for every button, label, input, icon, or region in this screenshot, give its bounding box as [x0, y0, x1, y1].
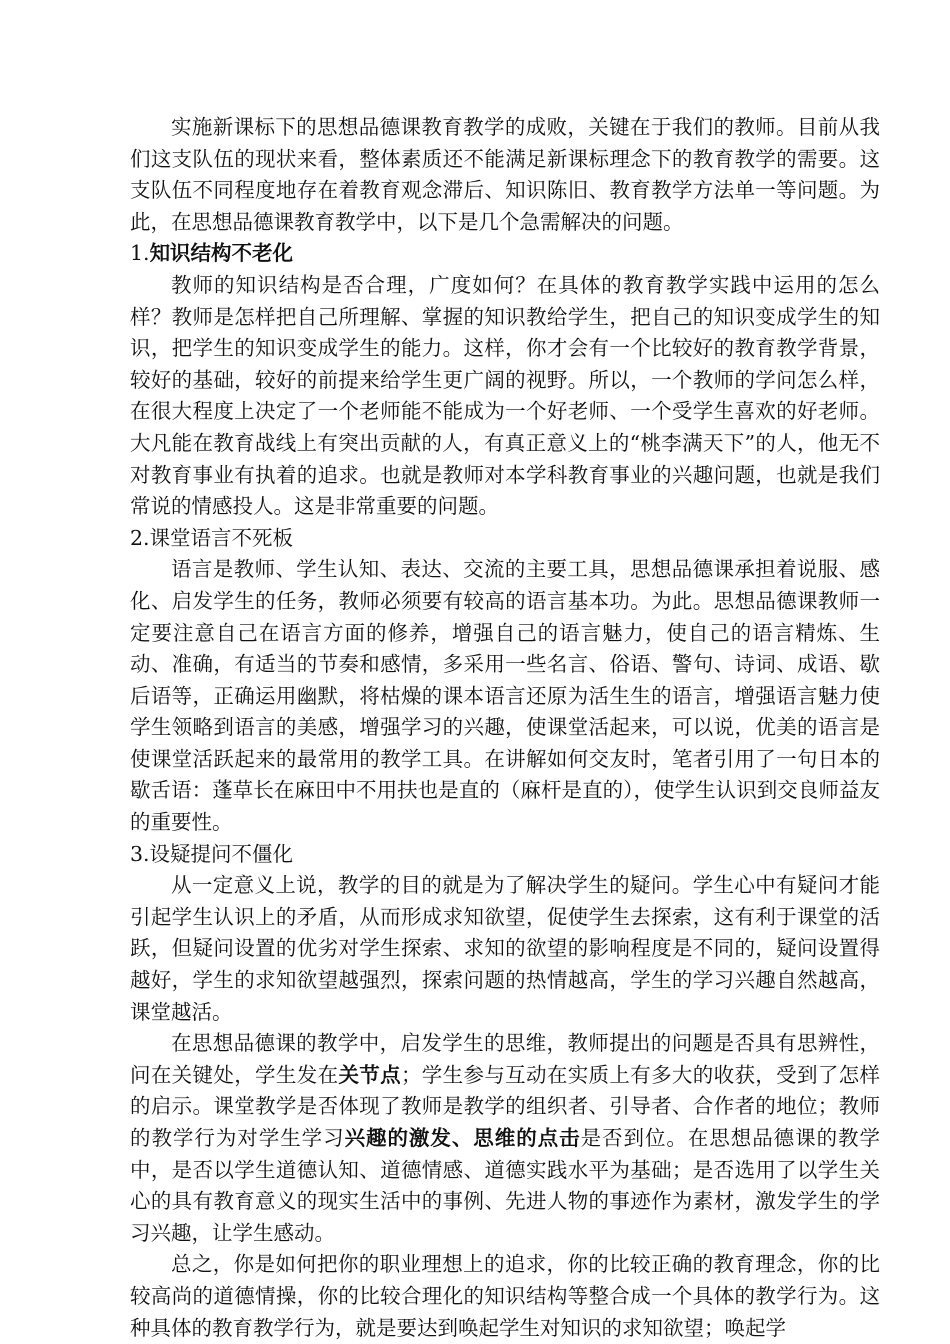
emphasized-text: 知识结构不老化: [149, 241, 294, 266]
paragraph-text: 2.课堂语言不死板: [130, 525, 294, 550]
paragraph-text: ；学生参与互动在实质上有多大的收获，受到了怎样的启示。课堂教学是否体现了教师是教学的组织者、引导者、合作者的地位；教师的教学行为对学生学习: [130, 1062, 881, 1150]
body-paragraph: [130, 554, 880, 838]
section-heading: [130, 523, 880, 555]
body-paragraph: [130, 870, 880, 1028]
emphasized-text: 兴趣的激发、思维的点击: [344, 1126, 581, 1150]
paragraph-text: 3.设疑提问不僵化: [130, 841, 294, 866]
paragraph-text: 在思想品德课的教学中，启发学生的思维，教师提出的问题是否具有思辨性，问在关键处，学生发在: [130, 1031, 880, 1087]
paragraph-text: 是否到位。在思想品德课的教学中，是否以学生道德认知、道德情感、道德实践水平为基础；是否选用了以学生关心的具有教育意义的现实生活中的事例、先进人物的事迹作为素材，激发学生的学习兴趣，让学生感动。: [130, 1126, 881, 1245]
paragraph-text: 总之，你是如何把你的职业理想上的追求，你的比较正确的教育理念，你的比较高尚的道德情操，你的比较合理化的知识结构等整合成一个具体的教学行为。这种具体的教育教学行为，就是要达到唤起学生对知识的求知欲望；唤起学: [130, 1252, 880, 1340]
paragraph-text: 从一定意义上说，教学的目的就是为了解决学生的疑问。学生心中有疑问才能引起学生认识上的矛盾，从而形成求知欲望，促使学生去探索，这有利于课堂的活跃，但疑问设置的优劣对学生探索、求知的欲望的影响程度是不同的，疑问设置得越好，学生的求知欲望越强烈，探索问题的热情越高，学生的学习兴趣自然越高，课堂越活。: [130, 873, 880, 1024]
body-paragraph: [130, 270, 880, 523]
section-heading: [130, 238, 880, 270]
paragraph-text: 1.: [130, 241, 150, 266]
section-heading: [130, 839, 880, 871]
body-paragraph: [130, 1028, 880, 1249]
body-paragraph: [130, 1249, 880, 1344]
paragraph-text: 教师的知识结构是否合理，广度如何？在具体的教育教学实践中运用的怎么样？教师是怎样把自己所理解、掌握的知识教给学生，把自己的知识变成学生的知识，把学生的知识变成学生的能力。这样，你才会有一个比较好的教育教学背景，较好的基础，较好的前提来给学生更广阔的视野。所以，一个教师的学问怎么样，在很大程度上决定了一个老师能不能成为一个好老师、一个受学生喜欢的好老师。大凡能在教育战线上有突出贡献的人，有真正意义上的“桃李满天下”的人，他无不对教育事业有执着的追求。也就是教师对本学科教育事业的兴趣问题，也就是我们常说的情感投人。这是非常重要的问题。: [130, 272, 880, 519]
document-body: [130, 112, 880, 1344]
paragraph-text: 实施新课标下的思想品德课教育教学的成败，关键在于我们的教师。目前从我们这支队伍的现状来看，整体素质还不能满足新课标理念下的教育教学的需要。这支队伍不同程度地存在着教育观念滞后、知识陈旧、教育教学方法单一等问题。为此，在思想品德课教育教学中，以下是几个急需解决的问题。: [130, 115, 880, 234]
paragraph-text: 语言是教师、学生认知、表达、交流的主要工具，思想品德课承担着说服、感化、启发学生的任务，教师必须要有较高的语言基本功。为此。思想品德课教师一定要注意自己在语言方面的修养，增强自己的语言魅力，使自己的语言精炼、生动、准确，有适当的节奏和感情，多采用一些名言、俗语、警句、诗词、成语、歇后语等，正确运用幽默，将枯燥的课本语言还原为活生生的语言，增强语言魅力使学生领略到语言的美感，增强学习的兴趣，使课堂活起来，可以说，优美的语言是使课堂活跃起来的最常用的教学工具。在讲解如何交友时，笔者引用了一句日本的歇舌语：蓬草长在麻田中不用扶也是直的（麻杆是直的），使学生认识到交良师益友的重要性。: [130, 557, 880, 835]
emphasized-text: 关节点: [338, 1062, 401, 1087]
body-paragraph: [130, 112, 880, 238]
